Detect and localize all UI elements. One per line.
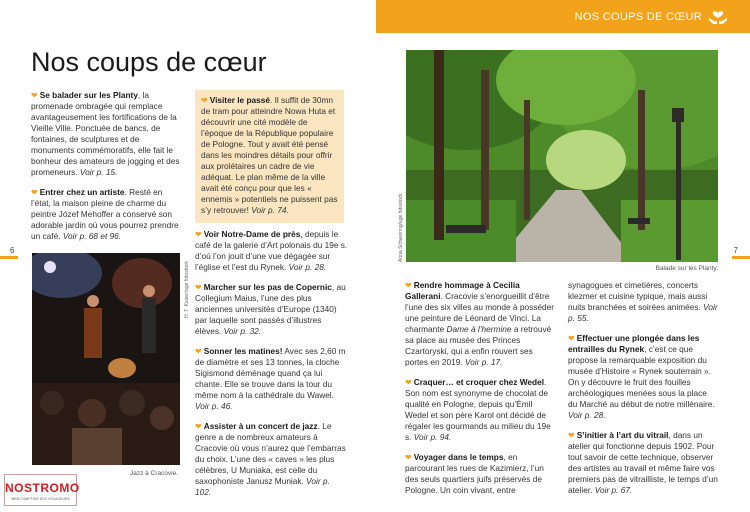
logo-tagline: WEB COMPTOIR DES VOYAGEURS [11, 497, 70, 501]
heart-icon: ❤ [31, 188, 38, 197]
column-3 [405, 280, 555, 505]
heart-icon: ❤ [405, 378, 412, 387]
list-item: ❤ Se balader sur les Planty, la promenade ombragée qui remplace avantageusement les fortifications de la Vieille Ville. Ponctuée de bancs, de fontaines, de sculptures et de monuments commémoratifs, elle fait le bonheur des amateurs de jogging et des promeneurs. Voir p. 15. [31, 90, 180, 177]
heart-icon: ❤ [201, 96, 208, 105]
list-item: ❤ Rendre hommage à Cecilia Gallerani. Cracovie s’enorgueillit d’être l’une des six villes au monde à posséder une peinture de Léonard de Vinci. La charmante Dame à l’hermine a retrouvé sa place au musée des Princes Czartoryski, qui a enfin rouvert ses portes en 2019. Voir p. 17. [405, 280, 554, 367]
heart-icon: ❤ [195, 230, 202, 239]
list-item: synagogues et cimetières, concerts klezmer et cuisine typique, mais aussi nuits branchées et soirées animées. Voir p. 55. [568, 280, 718, 323]
heart-icon: ❤ [405, 453, 412, 462]
caption-left-photo: Jazz à Cracovie. [130, 470, 179, 477]
page-number-left: 6 [10, 246, 15, 255]
column-4 [568, 280, 718, 505]
list-item: ❤ Voir Notre-Dame de près, depuis le café de la galerie d’Art polonais du 19e s. d’où l’on jouit d’une vue dégagée sur l’église et l’est du Rynek. Voir p. 28. [195, 229, 348, 272]
caption-right-photo: Balade sur les Planty. [655, 265, 718, 272]
nostromo-logo [4, 474, 80, 506]
column-2 [195, 229, 348, 507]
heart-icon: ❤ [568, 334, 575, 343]
photo-planty-park [406, 50, 718, 262]
list-item: ❤ Entrer chez un artiste. Resté en l’état, la maison pleine de charme du peintre Józef Mehoffer a conservé son adorable jardin où vous pourrez prendre un café. Voir p. 68 et 96. [31, 187, 179, 241]
heart-icon: ❤ [31, 91, 38, 100]
hands-heart-icon [708, 9, 728, 25]
left-margin-rule [0, 256, 18, 259]
heart-icon: ❤ [405, 281, 412, 290]
list-item: ❤ Assister à un concert de jazz. Le genre a de nombreux amateurs à Cracovie où vous n’aurez que l’embarras du choix. L’une des « caves » les plus célèbres, U Muniaka, est celle du saxophoniste Janusz Muniak. Voir p. 102. [195, 421, 346, 497]
list-item: ❤ Sonner les matines! Avec ses 2,60 m de diamètre et ses 13 tonnes, la cloche Sigismond déménage quand ça lui chante. Elle se trouve dans la tour du même nom à la cathédrale du Wawel. Voir p. 46. [195, 346, 346, 411]
heart-icon: ❤ [195, 283, 202, 292]
section-title: NOS COUPS DE CŒUR [574, 11, 702, 23]
heart-icon: ❤ [568, 431, 575, 440]
highlight-box: ❤ Visiter le passé. Il suffit de 30mn de tram pour atteindre Nowa Huta et découvrir une cité modèle de l’époque de la République populaire de Pologne. Tout y avait été pensé dans les moindres détails pour offrir aux prolétaires un cadre de vie adéquat. Le plan même de la ville avait été conçu pour que les « ennemis » potentiels ne puissent pas s’y retrouver! Voir p. 74. [195, 90, 344, 223]
page-title: Nos coups de cœur [31, 47, 267, 77]
credit-right-photo: Anna Schweiring/age fotostock [398, 193, 404, 262]
list-item: ❤ Marcher sur les pas de Copernic, au Collegium Maius, l’une des plus anciennes universités d’Europe (1340) par laquelle sont passés d’illustres élèves. Voir p. 32. [195, 282, 346, 336]
list-item: ❤ S’initier à l’art du vitrail, dans un atelier qui fonctionne depuis 1902. Pour tout savoir de cette technique, observer des artistes au travail et même faire vos premiers pas de vitrailliste, le temps d’un atelier. Voir p. 67. [568, 430, 718, 495]
credit-left-photo: H. T. Kaiser/age fotostock [184, 261, 190, 318]
column-1 [31, 90, 181, 251]
list-item: ❤ Craquer… et croquer chez Wedel. Son nom est synonyme de chocolat de qualité en Pologne, depuis qu’Émil Wedel et son père Karol ont décidé de régaler les gourmands au milieu du 19e s. Voir p. 94. [405, 377, 551, 442]
list-item: ❤ Voyager dans le temps, en parcourant les rues de Kazimierz, l’un des seuls quartiers juifs préservés de Pologne. Un coin vivant, entre [405, 452, 544, 495]
photo-jazz-concert [32, 253, 180, 465]
page-number-right: 7 [733, 246, 738, 255]
logo-name: NOSTROMO [5, 481, 80, 495]
heart-icon: ❤ [195, 347, 202, 356]
list-item: ❤ Effectuer une plongée dans les entrailles du Rynek, c’est ce que propose la remarquable exposition du musée d’Histoire « Rynek souterrain ». On y découvre le fruit des fouilles archéologiques menées sous la place du Marché au début de notre millénaire. Voir p. 28. [568, 333, 715, 420]
right-margin-rule [732, 256, 750, 259]
heart-icon: ❤ [195, 422, 202, 431]
